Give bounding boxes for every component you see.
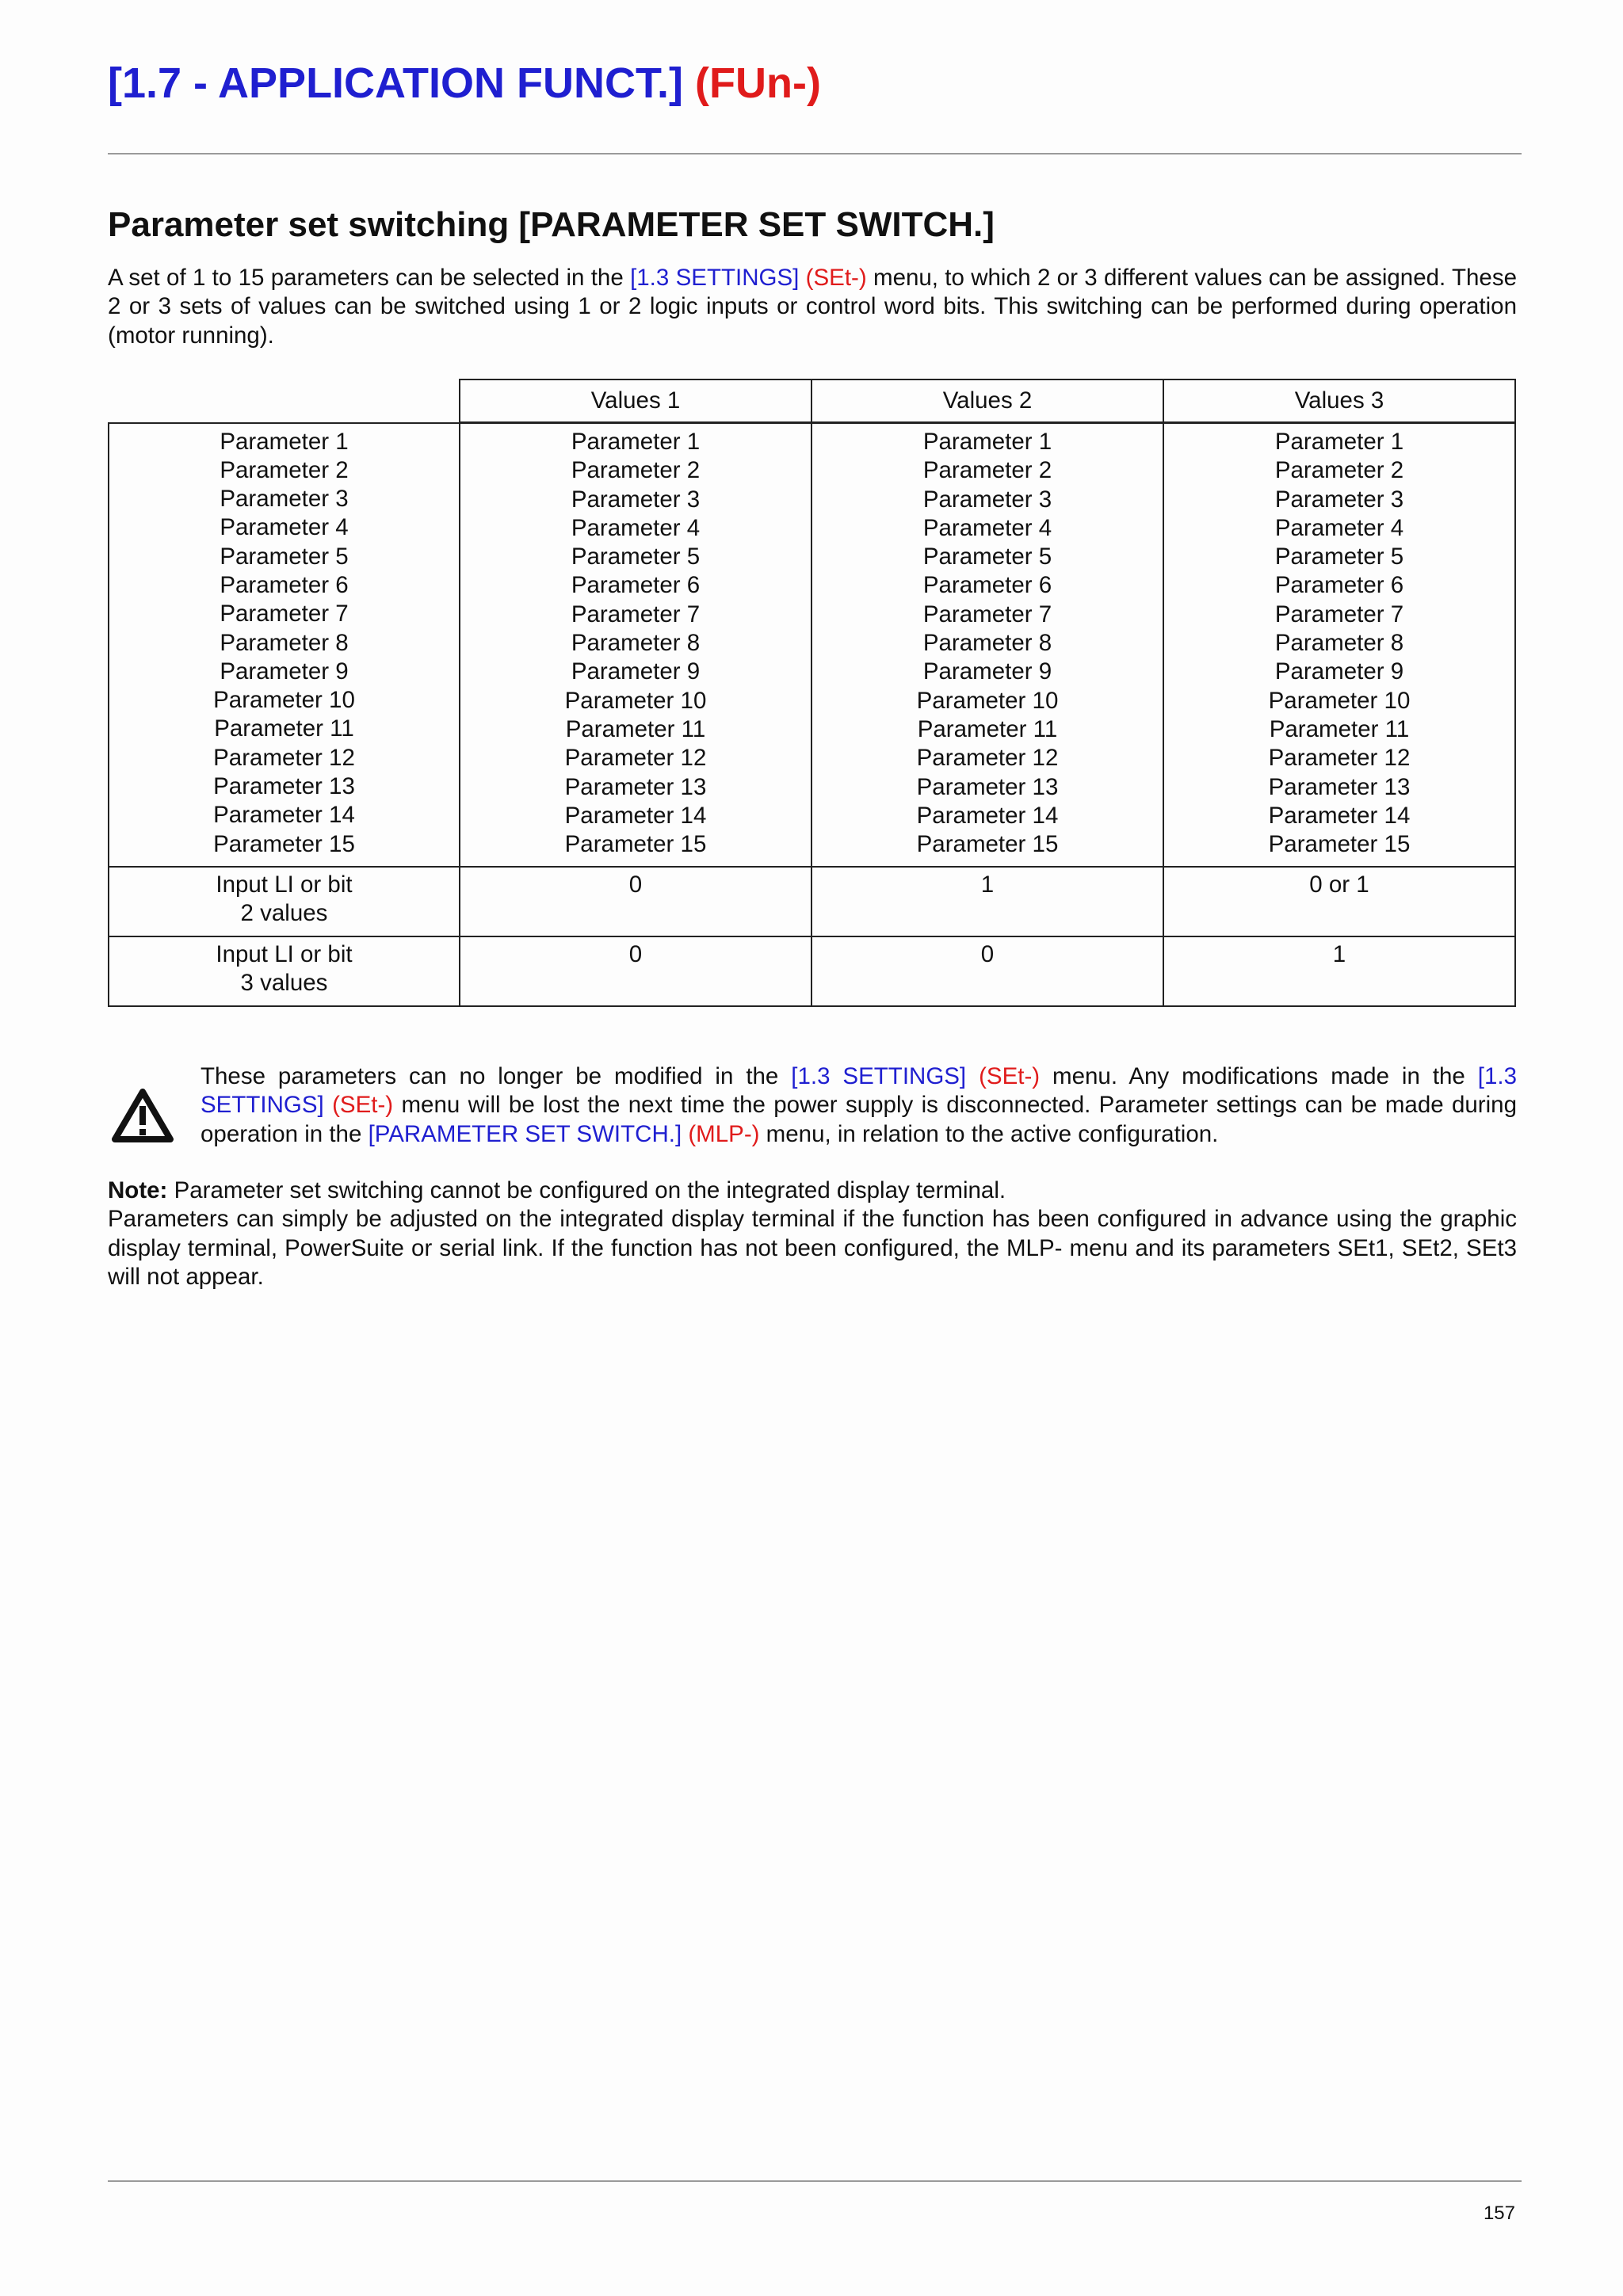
warning-text-4: menu, in relation to the active configuration. (759, 1120, 1219, 1147)
table-cell: 0 (460, 936, 812, 1006)
parameter-item: Parameter 5 (571, 543, 701, 570)
parameter-item: Parameter 4 (571, 514, 701, 541)
table-cell: 0 or 1 (1163, 867, 1515, 936)
parameter-item: Parameter 2 (922, 457, 1052, 484)
parameter-item: Parameter 8 (1274, 630, 1404, 657)
header-divider (108, 153, 1522, 154)
table-parameters-row (109, 423, 1515, 867)
note-line-1: Parameter set switching cannot be configured on the integrated display terminal. (167, 1177, 1006, 1203)
warning-settings-code-2: (SEt-) (332, 1092, 394, 1119)
parameter-item: Parameter 10 (916, 687, 1059, 714)
warning-settings-link-2: [1.3 SETTINGS] (200, 1063, 1517, 1119)
parameter-item: Parameter 1 (571, 429, 701, 455)
warning-settings-link-1: [1.3 SETTINGS] (791, 1063, 967, 1089)
parameter-item: Parameter 8 (571, 630, 701, 657)
note-label: Note: (108, 1177, 168, 1203)
parameter-item: Parameter 5 (1274, 543, 1404, 570)
page-title-code: (FUn-) (695, 59, 821, 107)
parameter-item: Parameter 6 (1274, 572, 1404, 599)
row-label-line-2: 2 values (240, 899, 328, 926)
parameter-item: Parameter 14 (564, 802, 707, 829)
warning-triangle-icon (111, 1087, 174, 1144)
parameter-item: Parameter 12 (564, 745, 707, 772)
parameter-item: Parameter 9 (220, 658, 349, 685)
parameter-item: Parameter 1 (922, 429, 1052, 455)
parameter-item: Parameter 4 (1274, 514, 1404, 541)
note-line-2: Parameters can simply be adjusted on the integrated display terminal if the function has been configured in advance using the graphic display terminal, PowerSuite or serial link. If the function has not been configured, the MLP- menu and its parameters SEt1, SEt2, SEt3 will not appear. (108, 1206, 1517, 1290)
warning-text-2: menu. Any modifications made in the (1040, 1063, 1478, 1089)
row-label-line-2: 3 values (240, 969, 328, 996)
page-title (108, 55, 821, 111)
parameter-item: Parameter 6 (922, 572, 1052, 599)
parameter-item: Parameter 11 (917, 715, 1058, 742)
parameter-item: Parameter 10 (564, 687, 707, 714)
parameter-item: Parameter 3 (1274, 486, 1404, 513)
note-paragraph (108, 1177, 1517, 1291)
parameter-item: Parameter 15 (1268, 831, 1411, 858)
intro-text-2: menu, to which 2 or 3 different values can be assigned. These 2 or 3 sets of values can be switched using 1 or 2 logic inputs or control word bits. This switching can be performed during operation (motor running). (108, 265, 1517, 349)
parameter-item: Parameter 8 (922, 630, 1052, 657)
table-corner-cell (109, 379, 460, 423)
page-number: 157 (1483, 2203, 1515, 2224)
warning-text (200, 1062, 1517, 1149)
parameter-list (812, 423, 1163, 867)
row-label-line-1: Input LI or bit (216, 940, 353, 967)
parameter-item: Parameter 9 (922, 658, 1052, 685)
parameter-item: Parameter 13 (213, 773, 355, 800)
parameter-item: Parameter 3 (571, 486, 701, 513)
parameter-item: Parameter 10 (1268, 687, 1411, 714)
intro-settings-link: [1.3 SETTINGS] (630, 265, 800, 291)
warning-text-3: menu will be lost the next time the power supply is disconnected. Parameter settings can be made during operation in the (200, 1092, 1517, 1147)
parameter-list (460, 423, 812, 867)
parameter-item: Parameter 4 (922, 514, 1052, 541)
parameter-item: Parameter 9 (1274, 658, 1404, 685)
row-label (109, 867, 460, 936)
parameter-item: Parameter 4 (220, 514, 349, 541)
table-header-values-2: Values 2 (812, 379, 1163, 423)
row-label-line-1: Input LI or bit (216, 871, 353, 898)
parameter-item: Parameter 2 (571, 457, 701, 484)
parameter-item: Parameter 12 (213, 744, 355, 771)
parameter-item: Parameter 13 (916, 773, 1059, 800)
parameter-item: Parameter 15 (213, 830, 355, 857)
section-title: Parameter set switching [PARAMETER SET SWITCH.] (108, 205, 995, 244)
warning-triangle-icon-svg (111, 1087, 174, 1144)
parameter-item: Parameter 15 (564, 831, 707, 858)
parameter-list (1163, 423, 1515, 867)
parameter-item: Parameter 2 (220, 456, 349, 483)
parameter-item: Parameter 8 (220, 629, 349, 656)
table-header-values-1: Values 1 (460, 379, 812, 423)
parameter-item: Parameter 2 (1274, 457, 1404, 484)
parameter-item: Parameter 3 (922, 486, 1052, 513)
table-header-row (109, 379, 1515, 423)
parameter-item: Parameter 12 (916, 745, 1059, 772)
parameter-item: Parameter 12 (1268, 745, 1411, 772)
parameter-item: Parameter 11 (214, 715, 354, 742)
parameter-item: Parameter 6 (571, 572, 701, 599)
parameter-item: Parameter 5 (922, 543, 1052, 570)
footer-divider (108, 2180, 1522, 2182)
parameter-item: Parameter 6 (220, 571, 349, 598)
table-cell: 1 (1163, 936, 1515, 1006)
parameter-list (109, 423, 460, 867)
table-cell: 0 (460, 867, 812, 936)
row-label (109, 936, 460, 1006)
parameter-item: Parameter 5 (220, 543, 349, 570)
parameter-item: Parameter 15 (916, 831, 1059, 858)
table-row (109, 867, 1515, 936)
parameter-item: Parameter 1 (220, 428, 349, 455)
parameter-item: Parameter 13 (1268, 773, 1411, 800)
parameter-item: Parameter 10 (213, 687, 355, 714)
parameter-set-table (108, 379, 1516, 1007)
parameter-item: Parameter 7 (220, 601, 349, 627)
intro-text-1: A set of 1 to 15 parameters can be selected in the (108, 265, 631, 291)
parameter-item: Parameter 7 (571, 601, 701, 627)
warning-switch-link: [PARAMETER SET SWITCH.] (368, 1120, 682, 1147)
page-title-menu: [1.7 - APPLICATION FUNCT.] (108, 59, 683, 107)
intro-settings-code: (SEt-) (805, 265, 867, 291)
parameter-item: Parameter 14 (213, 802, 355, 829)
table-row (109, 936, 1515, 1006)
parameter-item: Parameter 11 (565, 715, 706, 742)
warning-text-1: These parameters can no longer be modified in the (200, 1063, 792, 1089)
parameter-item: Parameter 1 (1274, 429, 1404, 455)
table-cell: 1 (812, 867, 1163, 936)
parameter-item: Parameter 14 (916, 802, 1059, 829)
parameter-item: Parameter 7 (1274, 601, 1404, 627)
warning-switch-code: (MLP-) (688, 1120, 760, 1147)
parameter-item: Parameter 7 (922, 601, 1052, 627)
parameter-item: Parameter 11 (1269, 715, 1410, 742)
parameter-item: Parameter 13 (564, 773, 707, 800)
parameter-item: Parameter 14 (1268, 802, 1411, 829)
intro-paragraph (108, 264, 1517, 350)
table-cell: 0 (812, 936, 1163, 1006)
warning-settings-code-1: (SEt-) (979, 1063, 1041, 1089)
parameter-item: Parameter 3 (220, 486, 349, 513)
parameter-item: Parameter 9 (571, 658, 701, 685)
table-header-values-3: Values 3 (1163, 379, 1515, 423)
